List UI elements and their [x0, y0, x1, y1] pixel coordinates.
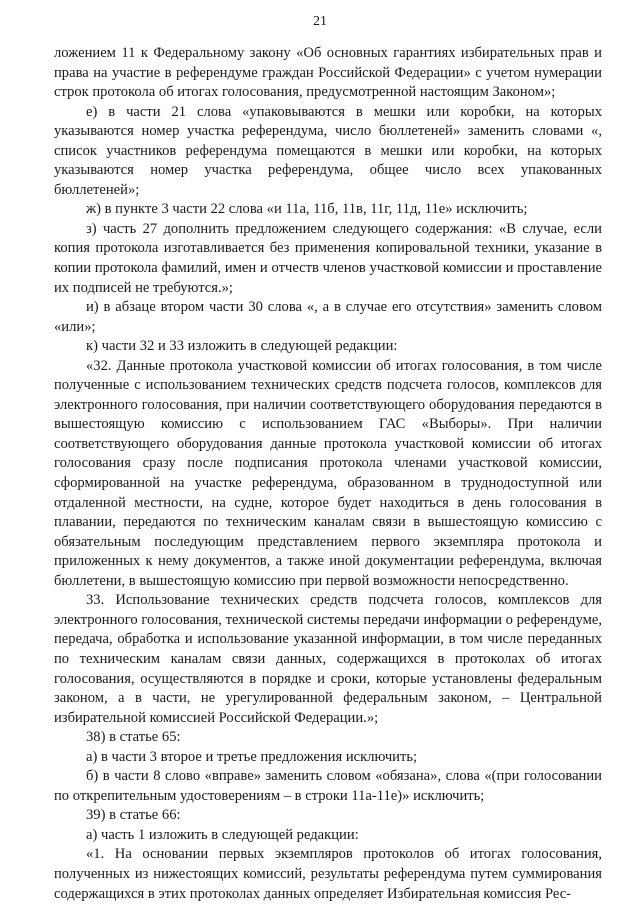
paragraph: б) в части 8 слово «вправе» заменить словом «обязана», слова «(при голосовании по открепительным удостоверениям – в строки 11а-11е)» исключить; — [54, 768, 602, 804]
paragraph: а) часть 1 изложить в следующей редакции: — [86, 826, 359, 843]
paragraph: ложением 11 к Федеральному закону «Об основных гарантиях избирательных прав и права на участие в референдуме граждан Российской Федерации» с учетом нумерации строк протокола об итогах голосования, предусмотренной настоящим Законом»; — [54, 45, 602, 101]
paragraph: е) в части 21 слова «упаковываются в мешки или коробки, на которых указываются номер участка референдума, число бюллетеней» заменить словами «, список участников референдума помещаются в мешки или коробки, на которых указываются номер участка референдума, общее число всех упакованных бюллетеней»; — [54, 103, 602, 198]
paragraph: з) часть 27 дополнить предложением следующего содержания: «В случае, если копия протокола изготавливается без применения копировальной техники, указание в копии протокола фамилий, имен и отчеств членов участковой комиссии и проставление их подписей не требуются.»; — [54, 220, 602, 296]
paragraph: а) в части 3 второе и третье предложения исключить; — [86, 748, 418, 765]
paragraph: «32. Данные протокола участковой комиссии об итогах голосования, в том числе полученные с использованием технических средств подсчета голосов, комплексов для электронного голосования, при наличии соответствующего оборудования передаются в вышестоящую комиссию с использованием ГАС «Выборы». При наличии соответствующего оборудования данные протокола участковой комиссии об итогах голосования сразу после подписания протокола членами участковой комиссии, сформированной на участке референдума, образованном в труднодоступной или отдаленной местности, на судне, которое будет находиться в день голосования в плавании, передаются по техническим каналам связи в вышестоящую комиссию с обязательным последующим представлением первого экземпляра протокола и приложенных к нему документов, а также иной документации референдума, включая бюллетени, в вышестоящую комиссию при первой возможности непосредственно. — [54, 357, 602, 589]
paragraph: 39) в статье 66: — [86, 807, 181, 824]
document-body — [54, 44, 602, 904]
paragraph: и) в абзаце втором части 30 слова «, а в случае его отсутствия» заменить словом «или»; — [54, 299, 602, 335]
paragraph: 38) в статье 65: — [86, 729, 181, 746]
paragraph: к) части 32 и 33 изложить в следующей редакции: — [86, 338, 398, 355]
page-number: 21 — [313, 14, 327, 29]
paragraph: 33. Использование технических средств подсчета голосов, комплексов для электронного голосования, технической системы передачи информации о референдуме, передача, обработка и использование указанной информации, в том числе переданных по техническим каналам связи данных, содержащихся в протоколах об итогах голосования, осуществляются в порядке и сроки, которые установлены федеральным законом, а в части, не урегулированной федеральным законом, – Центральной избирательной комиссией Российской Федерации.»; — [54, 592, 602, 726]
paragraph: «1. На основании первых экземпляров протоколов об итогах голосования, полученных из нижестоящих комиссий, результаты референдума путем суммирования содержащихся в этих протоколах данных определяет Избирательная комиссия Рес- — [54, 846, 602, 902]
paragraph: ж) в пункте 3 части 22 слова «и 11а, 11б, 11в, 11г, 11д, 11е» исключить; — [86, 201, 528, 218]
